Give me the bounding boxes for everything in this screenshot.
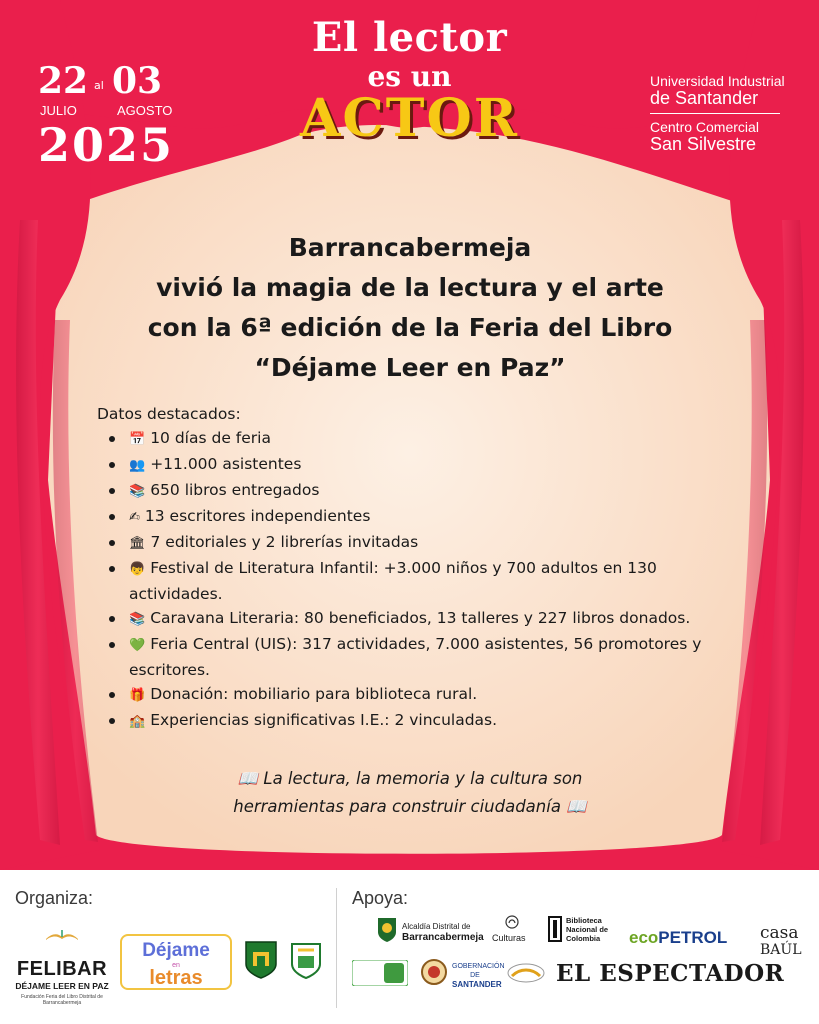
- fact-text-continuation: actividades.: [129, 585, 223, 603]
- footer-divider: [336, 888, 337, 1008]
- headline: [100, 228, 720, 388]
- sansilvestre-logo-icon: [506, 962, 546, 984]
- building-icon: 🏛: [129, 536, 146, 551]
- books-icon: 📚: [129, 484, 146, 499]
- fact-text: Feria Central (UIS): 317 actividades, 7.000 asistentes, 56 promotores y: [150, 635, 702, 653]
- date-year: 2025: [38, 118, 175, 172]
- culturas-text: Culturas: [492, 933, 526, 943]
- facts-list: [97, 402, 737, 734]
- biblioteca-line1: Biblioteca: [566, 916, 602, 925]
- gobernacion-line2: SANTANDER: [452, 980, 502, 989]
- child-icon: 👦: [129, 562, 146, 577]
- felibar-logo: [14, 928, 110, 1006]
- school-shield-1-icon: [244, 940, 278, 980]
- dejame-en-letras-logo: [120, 934, 232, 990]
- culturas-icon: [504, 914, 520, 930]
- fact-text: Festival de Literatura Infantil: +3.000 niños y 700 adultos en 130: [150, 559, 657, 577]
- venue1-line2: de Santander: [650, 88, 759, 108]
- el-espectador-logo: EL ESPECTADOR: [556, 960, 785, 987]
- quote-line-1: 📖 La lectura, la memoria y la cultura son: [237, 769, 583, 788]
- venue1-line1: Universidad Industrial: [650, 73, 785, 89]
- headline-line-3: con la 6ª edición de la Feria del Libro: [147, 313, 673, 342]
- gift-icon: 🎁: [129, 688, 146, 703]
- fact-item: [97, 478, 737, 504]
- fact-text: 7 editoriales y 2 librerías invitadas: [150, 533, 419, 551]
- fact-text: Donación: mobiliario para biblioteca rural.: [150, 685, 478, 703]
- fact-text: Caravana Literaria: 80 beneficiados, 13 talleres y 227 libros donados.: [150, 609, 691, 627]
- books-stack-icon: 📚: [129, 612, 146, 627]
- apoya-label: Apoya:: [352, 888, 409, 908]
- ecopetrol-logo: [629, 928, 727, 948]
- ecopetrol-eco: eco: [629, 928, 659, 947]
- facts-items: [97, 426, 737, 734]
- quote-line-2: herramientas para construir ciudadanía 📖: [233, 797, 587, 816]
- facts-title: Datos destacados:: [97, 405, 241, 423]
- fact-text: 10 días de feria: [150, 429, 271, 447]
- felibar-name: FELIBAR: [16, 958, 108, 980]
- biblioteca-line2: Nacional de: [566, 925, 609, 934]
- fact-text: 650 libros entregados: [150, 481, 320, 499]
- closing-quote: [150, 765, 670, 821]
- dejame-en: en: [172, 962, 180, 969]
- calendar-icon: 📅: [129, 432, 146, 447]
- fact-item: [97, 682, 737, 708]
- title-line-3: ACTOR: [300, 88, 519, 149]
- fact-text: Experiencias significativas I.E.: 2 vinculadas.: [150, 711, 498, 729]
- title-line-2: es un: [367, 60, 452, 93]
- venue2-line2: San Silvestre: [650, 134, 757, 154]
- biblioteca-text: [566, 916, 608, 943]
- school-shield-2-icon: [290, 942, 322, 980]
- dejame-text: Déjame: [142, 940, 210, 961]
- fact-item: [97, 606, 737, 632]
- headline-line-2: vivió la magia de la lectura y el arte: [156, 273, 664, 302]
- fact-item: [97, 632, 737, 682]
- venue2-line1: Centro Comercial: [650, 119, 759, 135]
- date-end-month: AGOSTO: [117, 103, 173, 118]
- headline-line-1: Barrancabermeja: [288, 233, 532, 262]
- date-connector: al: [94, 79, 104, 92]
- alcaldia-line1: Alcaldía Distrital de: [402, 922, 471, 931]
- fact-item: [97, 708, 737, 734]
- baul-text: BAÚL: [760, 942, 802, 958]
- title-line-1: El lector: [311, 14, 508, 61]
- fact-text: +11.000 asistentes: [150, 455, 302, 473]
- gobernacion-logo: [452, 962, 505, 989]
- fact-text-continuation: escritores.: [129, 661, 210, 679]
- biblioteca-line3: Colombia: [566, 934, 601, 943]
- venue-divider: [650, 113, 780, 114]
- date-start-month: JULIO: [40, 103, 77, 118]
- fact-text: 13 escritores independientes: [144, 507, 371, 525]
- felibar-subtitle: DÉJAME LEER EN PAZ: [15, 981, 109, 991]
- school-icon: 🏫: [129, 714, 146, 729]
- biblioteca-icon: [548, 916, 562, 942]
- alcaldia-line2: Barrancabermeja: [402, 932, 484, 943]
- gobernacion-line1: GOBERNACIÓN DE: [452, 963, 505, 979]
- date-end-day: 03: [112, 60, 163, 102]
- ecopetrol-petrol: PETROL: [658, 928, 728, 947]
- heart-icon: 💚: [129, 638, 146, 653]
- seal-icon: [420, 958, 448, 986]
- alcaldia-shield-icon: [376, 916, 398, 944]
- fact-item: [97, 504, 737, 530]
- casa-text: casa: [760, 923, 799, 943]
- felibar-tagline: Fundación Feria del Libro Distrital de Barrancabermeja: [21, 994, 103, 1006]
- pen-icon: ✍: [129, 510, 140, 525]
- organiza-label: Organiza:: [15, 888, 94, 908]
- date-start-day: 22: [38, 60, 89, 102]
- dejame-letras: letras: [149, 967, 203, 989]
- fact-item: [97, 530, 737, 556]
- people-icon: 👥: [129, 458, 146, 473]
- fact-item: [97, 556, 737, 606]
- book-icon: [44, 929, 80, 941]
- casa-baul-logo: [760, 925, 802, 959]
- universidad-logo-icon: [352, 960, 408, 986]
- headline-line-4: “Déjame Leer en Paz”: [254, 353, 566, 382]
- fact-item: [97, 426, 737, 452]
- fact-item: [97, 452, 737, 478]
